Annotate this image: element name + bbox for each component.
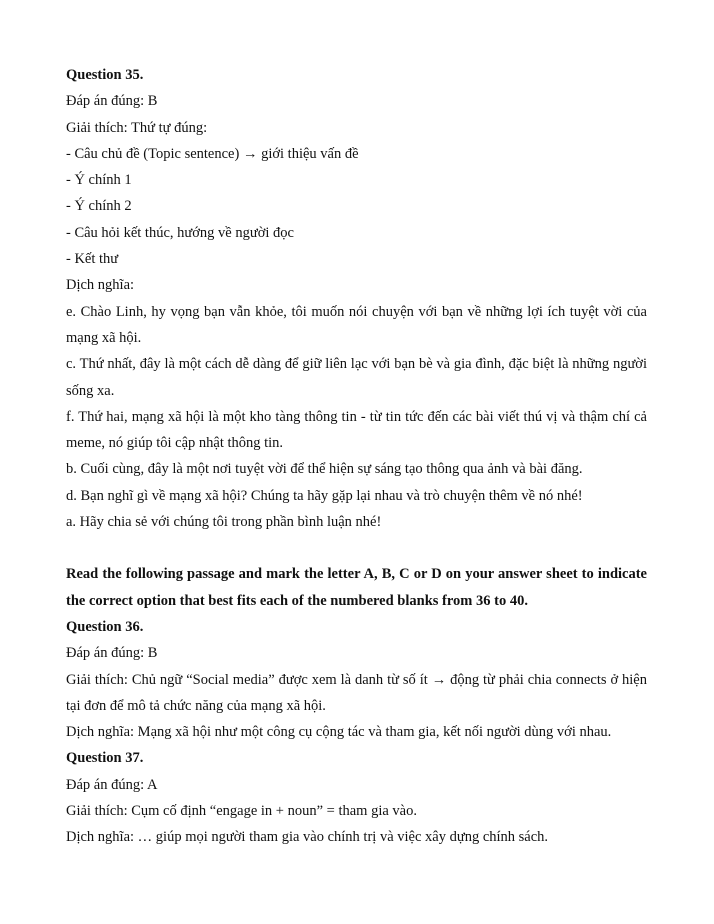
translation-sentence: d. Bạn nghĩ gì về mạng xã hội? Chúng ta hãy gặp lại nhau và trò chuyện thêm về nó nhé! xyxy=(66,487,583,504)
order-item: - Ý chính 2 xyxy=(66,198,132,215)
question-36-answer: Đáp án đúng: B xyxy=(66,645,158,662)
translation-sentence: b. Cuối cùng, đây là một nơi tuyệt vời để thể hiện sự sáng tạo thông qua ảnh và bài đăng. xyxy=(66,461,583,478)
translation-sentence: c. Thứ nhất, đây là một cách dễ dàng để giữ liên lạc với bạn bè và gia đình, đặc biệt là những người sống xa. xyxy=(66,356,647,399)
order-item: - Câu hỏi kết thúc, hướng về người đọc xyxy=(66,224,294,241)
passage-instruction: Read the following passage and mark the letter A, B, C or D on your answer sheet to indicate the correct option that best fits each of the numbered blanks from 36 to 40. xyxy=(66,566,647,609)
translation-sentence: f. Thứ hai, mạng xã hội là một kho tàng thông tin - từ tin tức đến các bài viết thú vị và thậm chí cả meme, nó giúp tôi cập nhật thông tin. xyxy=(66,408,647,452)
question-36-explanation: Giải thích: Chủ ngữ “Social media” được xem là danh từ số ít → động từ phải chia connects ở hiện tại đơn để mô tả chức năng của mạng xã hội. xyxy=(66,671,647,714)
order-item: - Câu chủ đề (Topic sentence) → giới thiệu vấn đề xyxy=(66,145,359,162)
question-35-answer: Đáp án đúng: B xyxy=(66,93,158,110)
question-36-title: Question 36. xyxy=(66,618,144,635)
question-36-translation: Dịch nghĩa: Mạng xã hội như một công cụ cộng tác và tham gia, kết nối người dùng với nhau. xyxy=(66,724,612,741)
question-35-title: Question 35. xyxy=(66,67,144,83)
question-37-title: Question 37. xyxy=(66,750,144,767)
order-item: - Kết thư xyxy=(66,251,119,268)
translation-label: Dịch nghĩa: xyxy=(66,277,135,294)
question-37-answer: Đáp án đúng: A xyxy=(66,776,158,793)
order-item: - Ý chính 1 xyxy=(66,172,132,189)
question-37-translation: Dịch nghĩa: … giúp mọi người tham gia vào chính trị và việc xây dựng chính sách. xyxy=(66,829,549,846)
translation-sentence: e. Chào Linh, hy vọng bạn vẫn khỏe, tôi muốn nói chuyện với bạn về những lợi ích tuyệt vời của mạng xã hội. xyxy=(66,303,647,346)
question-35-explanation: Giải thích: Thứ tự đúng: xyxy=(66,119,208,136)
document-page xyxy=(66,62,647,851)
question-37-explanation: Giải thích: Cụm cố định “engage in + noun” = tham gia vào. xyxy=(66,803,417,820)
spacer xyxy=(66,535,647,561)
translation-sentence: a. Hãy chia sẻ với chúng tôi trong phần bình luận nhé! xyxy=(66,514,382,531)
